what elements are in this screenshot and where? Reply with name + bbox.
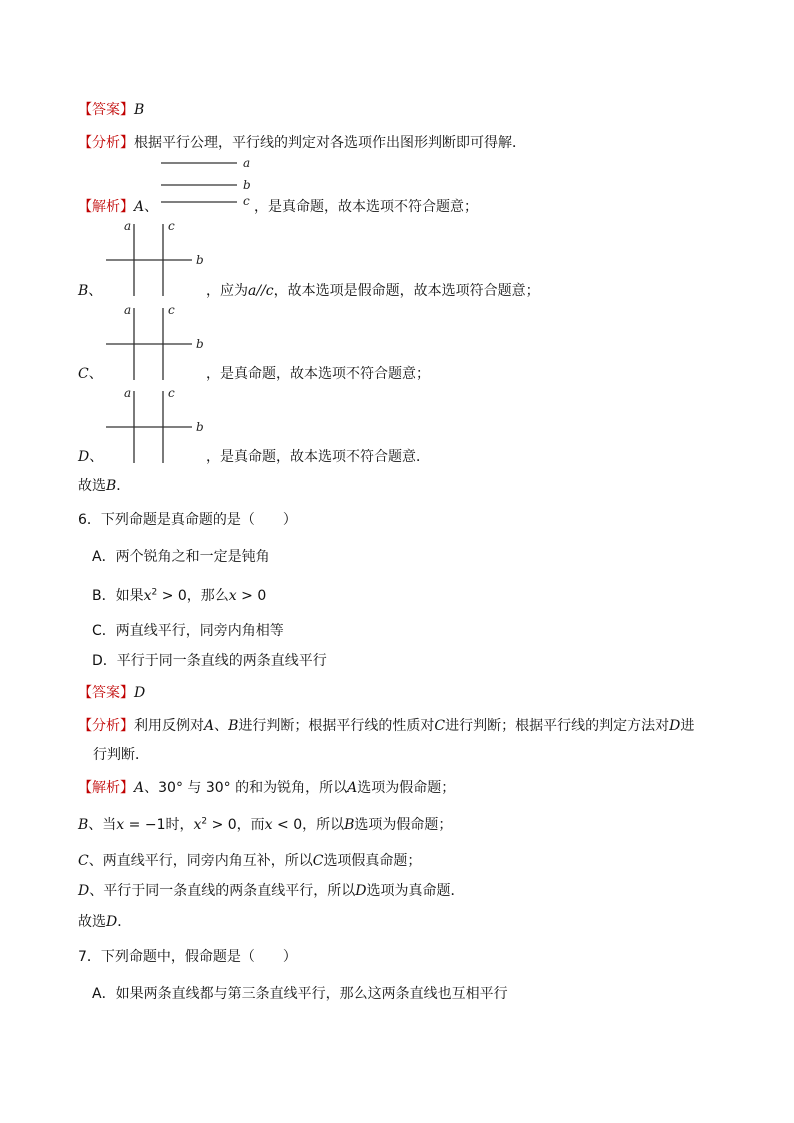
q6-solution-text: > 0，而 [207,817,265,833]
q6-solution-text: < 0，所以 [272,817,345,833]
q6-solution-text: 、30° 与 30° 的和为锐角，所以 [144,780,348,796]
variable-x: x [116,817,125,833]
q6-option-b-middle: > 0，那么 [157,588,229,604]
q6-solution-text: 、两直线平行，同旁内角互补，所以 [88,853,313,869]
separator: 、 [88,366,103,382]
q6-solution-3 [78,851,421,871]
q6-analysis-text: 进行判断；根据平行线的性质对 [238,718,435,734]
option-letter: D [355,883,367,899]
label-a: a [124,219,132,233]
analysis-bracket: 【分析】 [78,718,134,734]
conclusion-letter: B [106,478,117,494]
variable-x: x [264,817,273,833]
q5-solution-c-text [206,364,430,384]
q7-stem: 7．下列命题中，假命题是（ ） [78,949,297,965]
option-letter: A [204,718,215,734]
q6-solution-1 [78,778,455,798]
label-a: a [243,156,251,170]
separator: 、 [144,199,159,215]
q5-solution-b-line [78,281,102,301]
q6-option-b-end: > 0 [236,588,267,604]
separator: 、 [89,449,104,465]
q6-option-a: A．两个锐角之和一定是钝角 [92,549,270,565]
analysis-bracket: 【分析】 [78,135,134,151]
q6-analysis-text: 进 [680,718,695,734]
q5-solution-d-text [206,447,430,467]
conclusion-prefix: 故选 [78,478,106,494]
q5-option-a-verdict: ，是真命题，故本选项不符合题意； [254,199,478,215]
q6-solution-text: 选项为真命题． [366,883,465,899]
solution-bracket: 【解析】 [78,780,134,796]
option-letter: A [134,780,145,796]
q5-analysis: 根据平行公理，平行线的判定对各选项作出图形判断即可得解． [134,135,526,151]
solution-bracket: 【解析】 [78,199,134,215]
conclusion-prefix: 故选 [78,914,106,930]
option-letter: D [669,718,681,734]
label-a: a [124,303,132,317]
q5-answer-line [78,100,144,120]
q5-option-b-pre: ，应为 [206,283,248,299]
label-b: b [196,337,204,351]
q6-solution-2 [78,815,452,835]
option-letter: D [78,883,90,899]
label-c: c [168,303,175,317]
option-letter: B [78,283,89,299]
conclusion-suffix: ． [117,914,132,930]
option-letter: B [344,817,355,833]
q6-option-d: D．平行于同一条直线的两条直线平行 [92,653,327,669]
exponent: 2 [201,816,208,827]
q7-option-a: A．如果两条直线都与第三条直线平行，那么这两条直线也互相平行 [92,986,508,1002]
q6-analysis-continuation: 行判断． [93,747,149,763]
q5-option-b-relation: a//c [248,283,274,299]
answer-bracket: 【答案】 [78,685,134,701]
q5-answer: B [134,102,145,118]
q6-analysis-line [78,716,694,736]
q6-analysis-text: 进行判断；根据平行线的判定方法对 [445,718,670,734]
q5-option-b-verdict: ，故本选项是假命题，故本选项符合题意； [273,283,540,299]
label-c: c [168,219,175,233]
figure-c-crossing-lines [100,302,210,384]
q6-solution-4 [78,881,464,901]
label-a: a [124,386,132,400]
variable-x: x [228,588,237,604]
q6-solution-text: 、平行于同一条直线的两条直线平行，所以 [89,883,356,899]
q6-option-b-prefix: B．如果 [92,588,144,604]
q6-solution-text: = −1时， [124,817,194,833]
option-letter: C [78,853,89,869]
separator: 、 [88,283,103,299]
q5-analysis-line [78,133,526,153]
q6-option-b [92,586,266,606]
q5-option-d-verdict: ，是真命题，故本选项不符合题意． [206,449,430,465]
q5-conclusion [78,476,130,496]
q6-answer-line [78,683,145,703]
q6-option-c: C．两直线平行，同旁内角相等 [92,623,284,639]
q6-conclusion [78,912,131,932]
exponent: 2 [151,587,158,598]
q5-solution-a-line [78,197,158,217]
q6-analysis-text: 利用反例对 [134,718,204,734]
label-b: b [196,253,204,267]
option-letter: C [434,718,446,734]
q5-option-c-verdict: ，是真命题，故本选项不符合题意； [206,366,430,382]
option-letter: A [347,780,358,796]
option-letter: A [134,199,145,215]
q6-stem: 6．下列命题是真命题的是（ ） [78,512,297,528]
option-letter: C [78,366,89,382]
figure-a-parallel-lines [155,155,265,210]
q5-solution-c-line [78,364,103,384]
option-letter: B [78,817,89,833]
conclusion-suffix: ． [116,478,131,494]
q5-solution-b-text [206,281,540,301]
q6-answer: D [134,685,146,701]
variable-x: x [193,817,202,833]
figure-d-crossing-lines [100,385,210,467]
figure-b-crossing-lines [100,218,210,300]
label-c: c [243,194,250,208]
label-b: b [196,420,204,434]
label-c: c [168,386,175,400]
q6-solution-text: 选项为假命题； [357,780,456,796]
separator: 、 [214,718,229,734]
option-letter: D [78,449,90,465]
label-b: b [243,178,251,192]
option-letter: C [312,853,324,869]
q6-solution-text: 选项假真命题； [323,853,422,869]
variable-x: x [143,588,152,604]
q5-solution-d-line [78,447,103,467]
conclusion-letter: D [106,914,118,930]
option-letter: B [228,718,239,734]
q6-solution-text: 、当 [88,817,117,833]
q5-solution-a-text [254,197,478,217]
answer-bracket: 【答案】 [78,102,134,118]
q6-solution-text: 选项为假命题； [354,817,453,833]
